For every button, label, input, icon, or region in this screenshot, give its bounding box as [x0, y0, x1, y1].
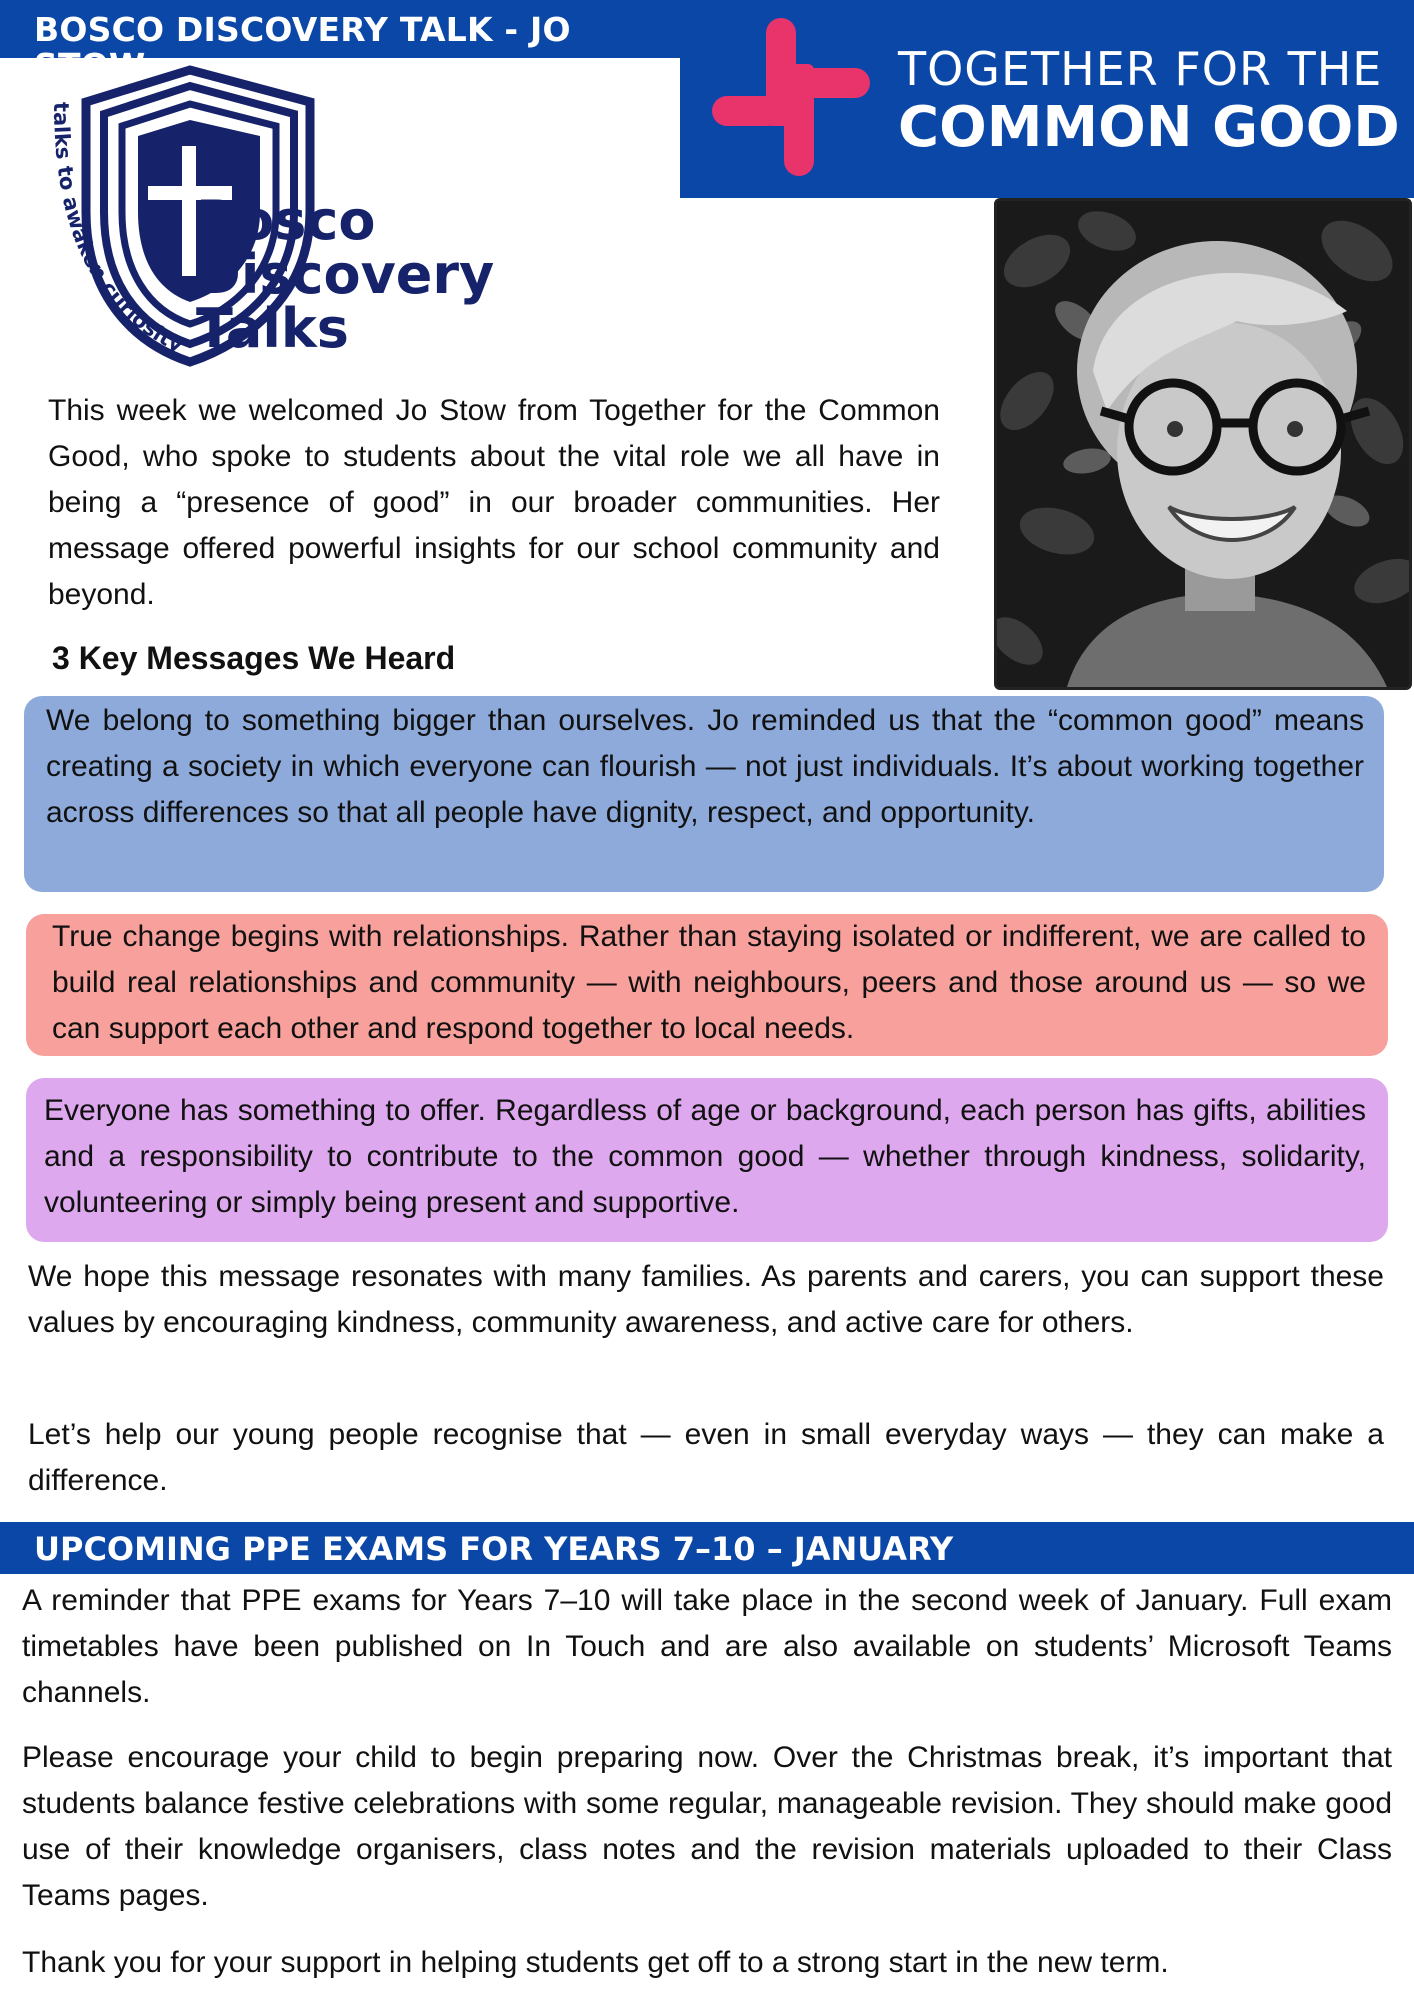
speaker-photo: [994, 198, 1412, 690]
bosco-logo: [40, 62, 495, 372]
ppe-paragraph-3: Thank you for your support in helping students get off to a strong start in the new term.: [22, 1946, 1169, 1979]
ppe-paragraph-2: Please encourage your child to begin preparing now. Over the Christmas break, it’s important that students balance festive celebrations with some regular, manageable revision. They should make good use of their knowledge organisers, class notes and the revision materials uploaded to their Class Teams pages.: [22, 1741, 1392, 1912]
svg-text:talks to awaken curiosity: talks to awaken curiosity: [48, 101, 188, 358]
key-message-box-1: [24, 696, 1384, 892]
key-message-text: Everyone has something to offer. Regardless of age or background, each person has gifts, abilities and a responsibility to contribute to the common good — whether through kindness, solidarity, volunteering or simply being present and supportive.: [44, 1094, 1366, 1219]
speaker-portrait-image: [997, 201, 1409, 687]
page-title: BOSCO DISCOVERY TALK - JO STOW: [34, 10, 571, 85]
key-message-box-2: [26, 914, 1388, 1056]
key-messages-heading: 3 Key Messages We Heard: [52, 640, 456, 676]
ppe-section-title: UPCOMING PPE EXAMS FOR YEARS 7–10 – JANUARY: [34, 1530, 954, 1568]
banner-line-2: COMMON GOOD: [898, 95, 1400, 160]
ppe-paragraph-1: A reminder that PPE exams for Years 7–10 will take place in the second week of January. Full exam timetables have been published on In Touch and are also available on students’ Microsoft Teams channels.: [22, 1584, 1392, 1709]
banner-line-1: TOGETHER FOR THE: [898, 42, 1383, 96]
key-message-box-3: [26, 1078, 1388, 1242]
intro-paragraph: This week we welcomed Jo Stow from Together for the Common Good, who spoke to students about the vital role we all have in being a “presence of good” in our broader communities. Her message offered powerful insights for our school community and beyond.: [48, 394, 940, 611]
header-bar: [0, 0, 680, 85]
key-message-text: We belong to something bigger than ourselves. Jo reminded us that the “common good” means creating a society in which everyone can flourish — not just individuals. It’s about working together across differences so that all people have dignity, respect, and opportunity.: [46, 704, 1364, 829]
logo-word-discovery: Discovery: [196, 243, 495, 306]
ppe-section-bar: [0, 1522, 1414, 1574]
key-message-text: True change begins with relationships. Rather than staying isolated or indifferent, we are called to build real relationships and community — with neighbours, peers and those around us — so we can support each other and respond together to local needs.: [52, 920, 1366, 1045]
logo-word-talks: Talks: [196, 297, 349, 360]
help-paragraph: Let’s help our young people recognise that — even in small everyday ways — they can make a difference.: [28, 1418, 1384, 1497]
tcg-cross-logo-icon: [706, 12, 876, 182]
parents-paragraph: We hope this message resonates with many families. As parents and carers, you can support these values by encouraging kindness, community awareness, and active care for others.: [28, 1260, 1384, 1339]
tcg-banner: [680, 0, 1414, 198]
logo-word-bosco: Bosco: [196, 189, 376, 252]
